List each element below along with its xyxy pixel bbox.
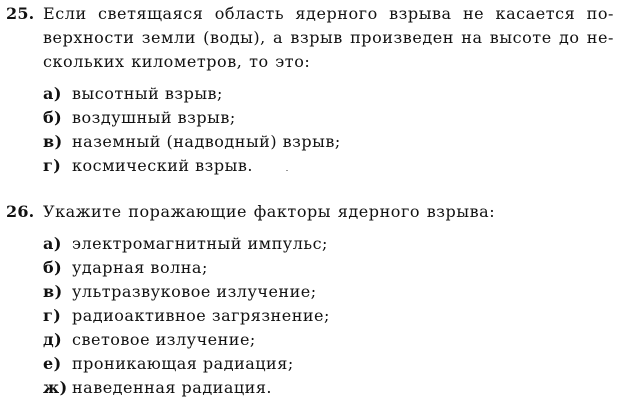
option-text: космический взрыв.	[72, 156, 253, 175]
option-text: высотный взрыв;	[72, 84, 223, 103]
option-letter: е)	[43, 354, 62, 373]
option-letter: б)	[43, 258, 63, 277]
option-text: проникающая радиация;	[72, 354, 294, 373]
question-number: 26.	[6, 202, 35, 221]
option-text: ультразвуковое излучение;	[72, 282, 317, 301]
answer-option-d	[43, 328, 618, 352]
question-text-line: Укажите поражающие факторы ядерного взрыва:	[43, 202, 496, 221]
question-26	[6, 200, 618, 400]
answer-option-zh	[43, 376, 618, 400]
answer-option-b	[43, 256, 618, 280]
question-text	[43, 2, 614, 74]
answer-option-a	[43, 232, 618, 256]
option-letter: а)	[43, 234, 62, 253]
question-text-line: Если светящаяся область ядерного взрыва не касается по-	[43, 4, 614, 23]
option-letter: а)	[43, 84, 62, 103]
answer-options	[43, 232, 618, 400]
question-header	[6, 200, 618, 224]
option-letter: д)	[43, 330, 63, 349]
answer-options	[43, 82, 618, 178]
option-text: ударная волна;	[72, 258, 208, 277]
answer-option-e	[43, 352, 618, 376]
option-text: электромагнитный импульс;	[72, 234, 328, 253]
option-text: наземный (надводный) взрыв;	[72, 132, 341, 151]
option-letter: в)	[43, 282, 63, 301]
answer-option-v	[43, 130, 618, 154]
answer-option-g	[43, 154, 618, 178]
option-text: воздушный взрыв;	[72, 108, 236, 127]
option-letter: б)	[43, 108, 63, 127]
option-text: световое излучение;	[72, 330, 256, 349]
option-text: радиоактивное загрязнение;	[72, 306, 330, 325]
print-speck	[286, 170, 288, 171]
question-text	[43, 200, 614, 224]
option-letter: ж)	[43, 378, 68, 397]
question-text-line: верхности земли (воды), а взрыв произведен на высоте до не-	[43, 28, 614, 47]
answer-option-a	[43, 82, 618, 106]
option-text: наведенная радиация.	[72, 378, 273, 397]
question-header	[6, 2, 618, 74]
answer-option-v	[43, 280, 618, 304]
option-letter: в)	[43, 132, 63, 151]
option-letter: г)	[43, 156, 62, 175]
question-number: 25.	[6, 4, 35, 23]
question-text-line: скольких километров, то это:	[43, 52, 311, 71]
answer-option-b	[43, 106, 618, 130]
answer-option-g	[43, 304, 618, 328]
option-letter: г)	[43, 306, 62, 325]
question-25	[6, 2, 618, 178]
